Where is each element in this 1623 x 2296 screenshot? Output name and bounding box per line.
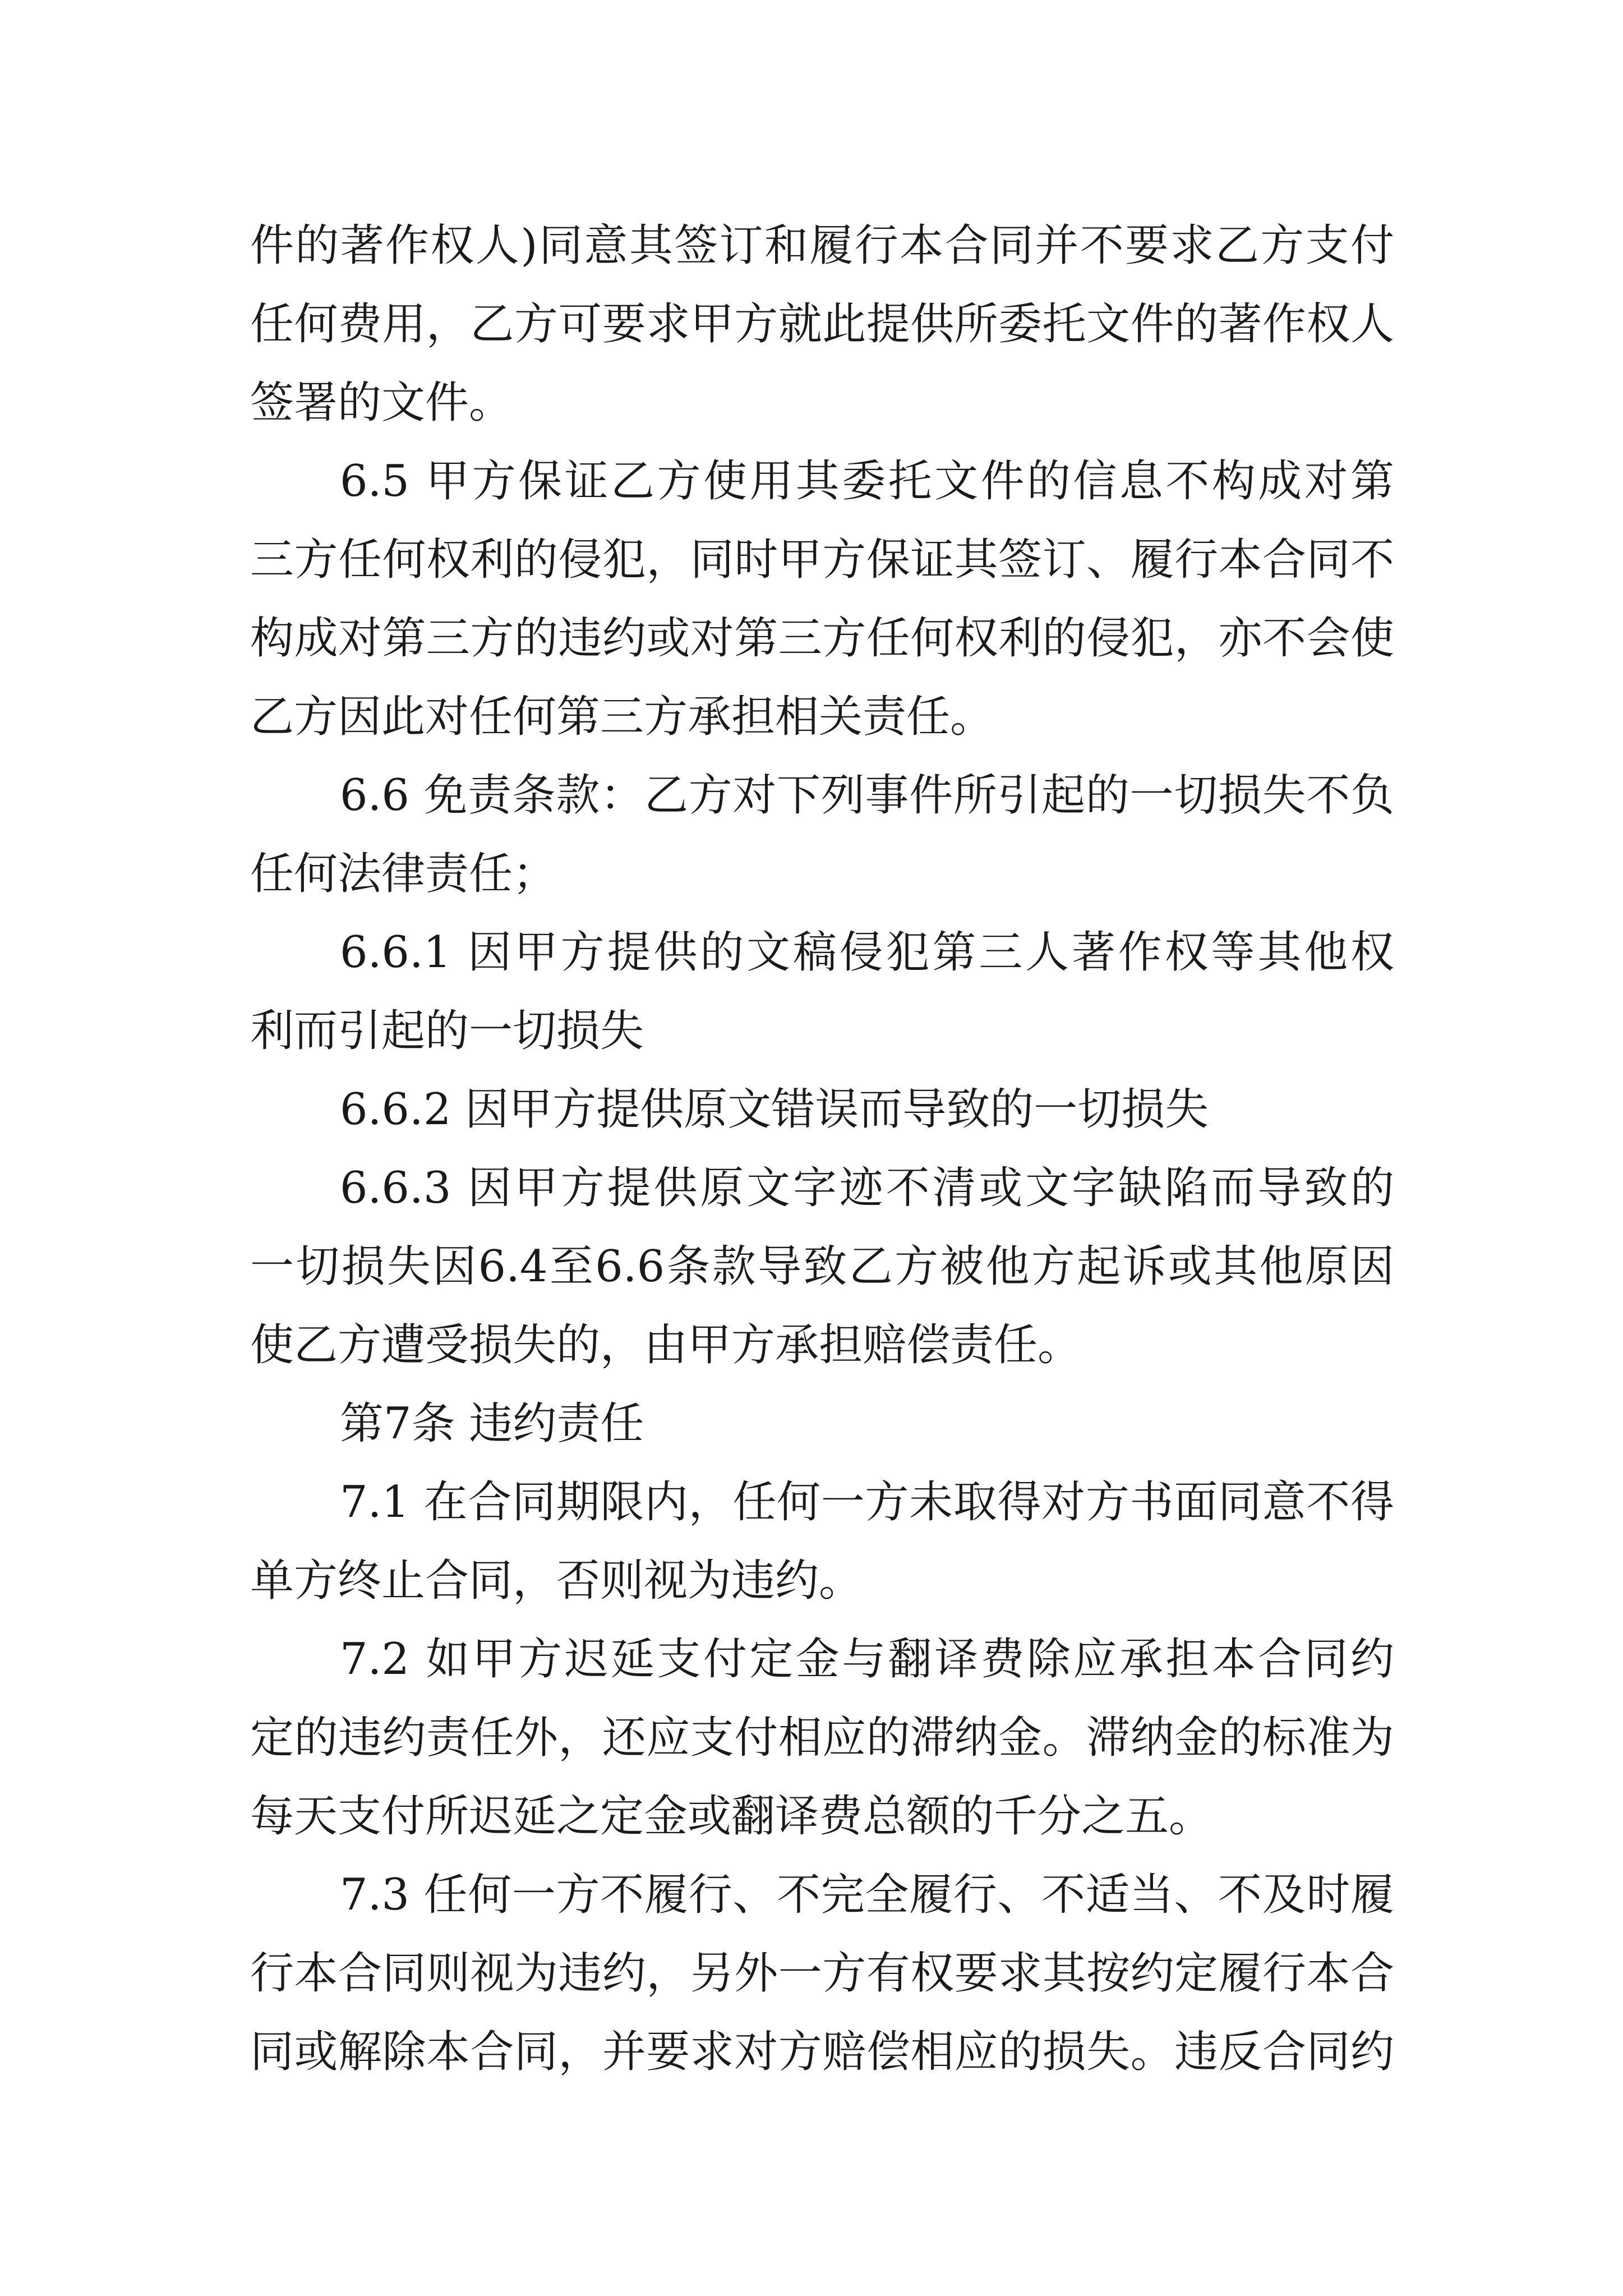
text-line: 一切损失因6.4至6.6条款导致乙方被他方起诉或其他原因 (250, 1241, 1394, 1292)
text-line: 利而引起的一切损失 (250, 1006, 644, 1056)
clause-7-3: 7.3 任何一方不履行、不完全履行、不适当、不及时履 (340, 1870, 1394, 1920)
clause-6-6: 6.6 免责条款：乙方对下列事件所引起的一切损失不负 (340, 770, 1394, 821)
text-line: 同或解除本合同，并要求对方赔偿相应的损失。违反合同约 (250, 2027, 1394, 2077)
text-line: 单方终止合同，否则视为违约。 (250, 1556, 863, 1606)
clause-7-1: 7.1 在合同期限内，任何一方未取得对方书面同意不得 (340, 1477, 1394, 1527)
text-line: 使乙方遭受损失的，由甲方承担赔偿责任。 (250, 1320, 1082, 1370)
text-line: 定的违约责任外，还应支付相应的滞纳金。滞纳金的标准为 (250, 1713, 1394, 1763)
contract-text (250, 206, 1394, 2091)
text-line: 乙方因此对任何第三方承担相关责任。 (250, 692, 994, 742)
clause-6-6-2: 6.6.2 因甲方提供原文错误而导致的一切损失 (340, 1084, 1209, 1135)
clause-6-6-3: 6.6.3 因甲方提供原文字迹不清或文字缺陷而导致的 (340, 1163, 1394, 1213)
text-line: 签署的文件。 (250, 378, 513, 428)
clause-7-2: 7.2 如甲方迟延支付定金与翻译费除应承担本合同约 (340, 1634, 1394, 1685)
text-line: 行本合同则视为违约，另外一方有权要求其按约定履行本合 (250, 1948, 1394, 1999)
text-line: 任何法律责任； (250, 849, 557, 899)
text-line: 三方任何权利的侵犯，同时甲方保证其签订、履行本合同不 (250, 535, 1394, 585)
text-line: 任何费用，乙方可要求甲方就此提供所委托文件的著作权人 (250, 299, 1394, 349)
article-7-heading: 第7条 违约责任 (340, 1398, 644, 1449)
clause-6-6-1: 6.6.1 因甲方提供的文稿侵犯第三人著作权等其他权 (340, 927, 1394, 978)
text-line: 件的著作权人)同意其签订和履行本合同并不要求乙方支付 (250, 220, 1394, 271)
text-line: 每天支付所迟延之定金或翻译费总额的千分之五。 (250, 1791, 1213, 1842)
clause-6-5: 6.5 甲方保证乙方使用其委托文件的信息不构成对第 (340, 456, 1394, 507)
text-line: 构成对第三方的违约或对第三方任何权利的侵犯，亦不会使 (250, 613, 1394, 664)
